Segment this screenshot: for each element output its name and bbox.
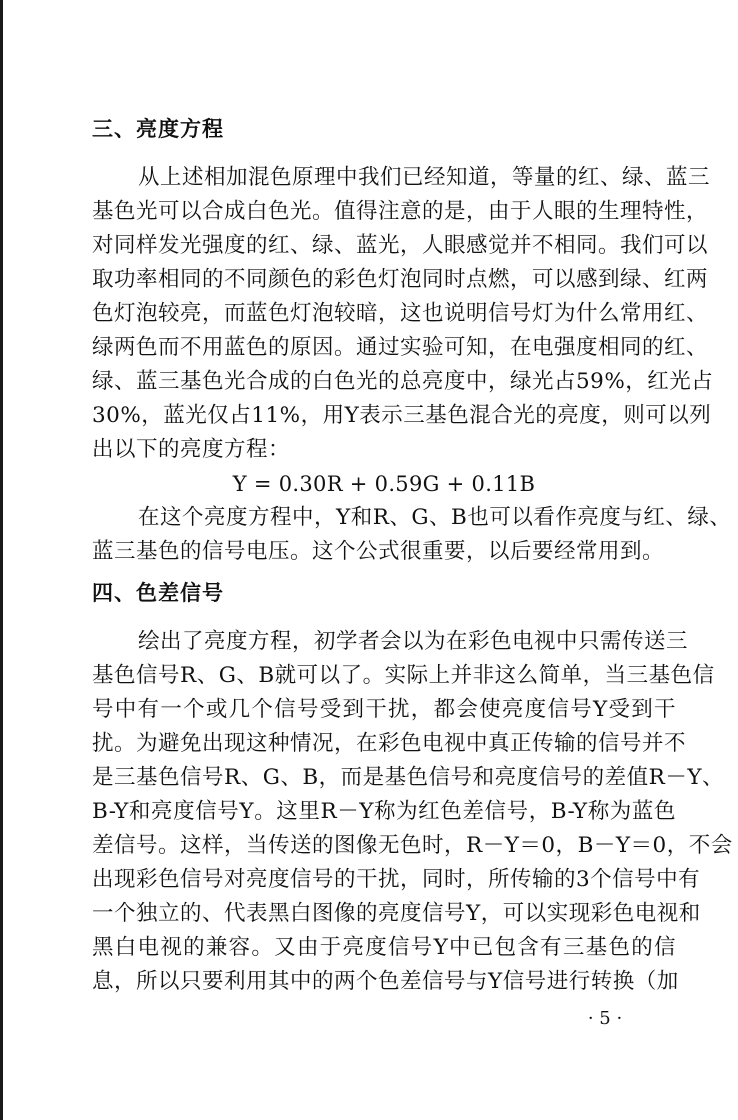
paragraph-line: 绘出了亮度方程，初学者会以为在彩色电视中只需传送三	[138, 629, 689, 654]
paragraph-line: 出以下的亮度方程：	[92, 437, 291, 462]
page-number: · 5 ·	[587, 1008, 623, 1029]
paragraph-line: 差信号。这样，当传送的图像无色时，R－Y＝0，B－Y＝0，不会	[92, 833, 733, 858]
paragraph-line: 从上述相加混色原理中我们已经知道，等量的红、绿、蓝三	[138, 165, 711, 190]
paragraph-line: 色灯泡较亮，而蓝色灯泡较暗，这也说明信号灯为什么常用红、	[92, 301, 709, 326]
paragraph-line: 是三基色信号R、G、B，而是基色信号和亮度信号的差值R－Y、	[92, 765, 725, 790]
section-heading-luminance-equation: 三、亮度方程	[92, 117, 224, 141]
paragraph-line: 30%，蓝光仅占11%，用Y表示三基色混合光的亮度，则可以列	[92, 403, 712, 428]
paragraph-line: 一个独立的、代表黑白图像的亮度信号Y，可以实现彩色电视和	[92, 901, 701, 926]
paragraph-line: 黑白电视的兼容。又由于亮度信号Y中已包含有三基色的信	[92, 935, 676, 960]
paragraph-line: 绿、蓝三基色光合成的白色光的总亮度中，绿光占59%，红光占	[92, 369, 714, 394]
paragraph-line: 号中有一个或几个信号受到干扰，都会使亮度信号Y受到干	[92, 697, 676, 722]
section-heading-color-difference-signal: 四、色差信号	[92, 581, 224, 605]
paragraph-line: 出现彩色信号对亮度信号的干扰，同时，所传输的3个信号中有	[92, 867, 701, 892]
page-edge-line	[0, 0, 3, 1120]
paragraph-line: 息，所以只要利用其中的两个色差信号与Y信号进行转换（加	[92, 969, 679, 994]
paragraph-line: 取功率相同的不同颜色的彩色灯泡同时点燃，可以感到绿、红两	[92, 267, 709, 292]
paragraph-line: 对同样发光强度的红、绿、蓝光，人眼感觉并不相同。我们可以	[92, 233, 709, 258]
paragraph-line: 基色信号R、G、B就可以了。实际上并非这么简单，当三基色信	[92, 663, 715, 688]
paragraph-line: 在这个亮度方程中，Y和R、G、B也可以看作亮度与红、绿、	[138, 505, 732, 530]
paragraph-line: 扰。为避免出现这种情况，在彩色电视中真正传输的信号并不	[92, 731, 687, 756]
paragraph-line: 绿两色而不用蓝色的原因。通过实验可知，在电强度相同的红、	[92, 335, 709, 360]
paragraph-line: 蓝三基色的信号电压。这个公式很重要，以后要经常用到。	[92, 539, 665, 564]
paragraph-line: B-Y和亮度信号Y。这里R－Y称为红色差信号，B-Y称为蓝色	[92, 799, 676, 824]
luminance-equation-formula: Y = 0.30R + 0.59G + 0.11B	[232, 472, 536, 496]
paragraph-line: 基色光可以合成白色光。值得注意的是，由于人眼的生理特性，	[92, 199, 709, 224]
